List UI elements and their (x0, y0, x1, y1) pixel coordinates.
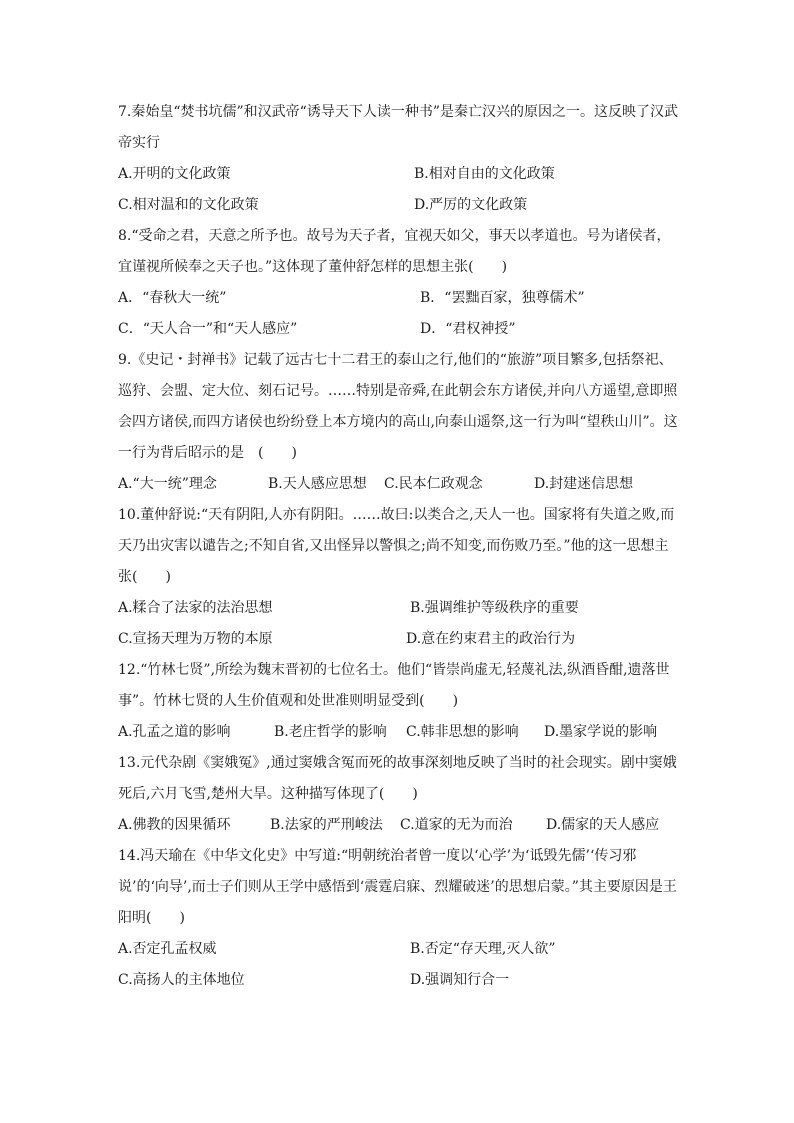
option-d: D.儒家的天人感应 (546, 817, 660, 833)
option-c: C.道家的无为而治 (400, 817, 513, 833)
question-10 (118, 500, 678, 655)
option-b: B.相对自由的文化政策 (414, 166, 555, 182)
option-b: B.老庄哲学的影响 (274, 724, 387, 740)
option-row (118, 469, 678, 500)
question-8 (118, 221, 678, 345)
option-a: A.开明的文化政策 (118, 166, 231, 182)
option-a: A.“大一统”理念 (118, 476, 217, 492)
option-a: A.否定孔孟权威 (118, 941, 217, 957)
option-d: D.墨家学说的影响 (544, 724, 658, 740)
question-9 (118, 345, 678, 500)
option-d: D.意在约束君主的政治行为 (406, 631, 576, 647)
option-c: C.宣扬天理为万物的本原 (118, 631, 273, 647)
option-row (118, 314, 678, 345)
option-a: A.佛教的因果循环 (118, 817, 231, 833)
question-7 (118, 97, 678, 221)
option-c: C．“天人合一”和“天人感应” (118, 321, 298, 337)
option-row (118, 159, 678, 190)
option-row (118, 965, 678, 996)
option-row (118, 190, 678, 221)
option-c: C.高扬人的主体地位 (118, 972, 245, 988)
option-d: D.强调知行合一 (410, 972, 510, 988)
question-stem: 14.冯天瑜在《中华文化史》中写道:“明朝统治者曾一度以‘心学’为‘诋毁先儒’‘传习邪说’的‘向导’,而士子们则从王学中感悟到‘震霆启寐、烈耀破迷’的思想启蒙。”其主要原因是王阳明( ) (118, 848, 677, 926)
option-d: D．“君权神授” (420, 321, 516, 337)
question-stem: 10.董仲舒说:“天有阴阳,人亦有阴阳。……故曰:以类合之,天人一也。国家将有失道之败,而天乃出灾害以谴告之;不知自省,又出怪异以警惧之;尚不知变,而伤败乃至。”他的这一思想主张( ) (118, 507, 675, 585)
option-b: B．“罢黜百家，独尊儒术” (420, 290, 585, 306)
option-row (118, 717, 678, 748)
option-b: B.否定“存天理,灭人欲” (410, 941, 556, 957)
option-c: C.相对温和的文化政策 (118, 197, 259, 213)
option-b: B.强调维护等级秩序的重要 (410, 600, 579, 616)
question-stem: 13.元代杂剧《窦娥冤》,通过窦娥含冤而死的故事深刻地反映了当时的社会现实。剧中窦娥死后,六月飞雪,楚州大旱。这种描写体现了( ) (118, 755, 677, 802)
option-row (118, 934, 678, 965)
question-stem: 9.《史记・封禅书》记载了远古七十二君王的泰山之行,他们的“旅游”项目繁多,包括祭祀、巡狩、会盟、定大位、刻石记号。……特别是帝舜,在此朝会东方诸侯,并向八方遥望,意即照会四方诸侯,而四方诸侯也纷纷登上本方境内的高山,向泰山遥祭,这一行为叫“望秩山川”。这一行为背后昭示的是 ( ) (118, 352, 678, 461)
option-a: A.孔孟之道的影响 (118, 724, 231, 740)
option-d: D.封建迷信思想 (534, 476, 634, 492)
question-stem: 7.秦始皇“焚书坑儒”和汉武帝“诱导天下人读一种书”是秦亡汉兴的原因之一。这反映了汉武帝实行 (118, 104, 678, 151)
question-13 (118, 748, 678, 841)
option-row (118, 283, 678, 314)
question-list (118, 97, 678, 996)
option-b: B.法家的严刑峻法 (270, 817, 383, 833)
option-a: A.糅合了法家的法治思想 (118, 600, 273, 616)
option-a: A．“春秋大一统” (118, 290, 227, 306)
option-c: C.民本仁政观念 (384, 476, 483, 492)
question-12 (118, 655, 678, 748)
option-b: B.天人感应思想 (268, 476, 367, 492)
option-row (118, 810, 678, 841)
question-14 (118, 841, 678, 996)
option-row (118, 593, 678, 624)
option-row (118, 624, 678, 655)
option-d: D.严厉的文化政策 (414, 197, 528, 213)
option-c: C.韩非思想的影响 (406, 724, 519, 740)
question-stem: 8.“受命之君，天意之所予也。故号为天子者，宜视天如父，事天以孝道也。号为诸侯者，宜谨视所候奉之天子也。”这体现了董仲舒怎样的思想主张( ) (118, 228, 671, 275)
question-stem: 12.“竹林七贤”,所绘为魏末晋初的七位名士。他们“皆崇尚虚无,轻蔑礼法,纵酒昏酣,遗落世事”。竹林七贤的人生价值观和处世准则明显受到( ) (118, 662, 670, 709)
